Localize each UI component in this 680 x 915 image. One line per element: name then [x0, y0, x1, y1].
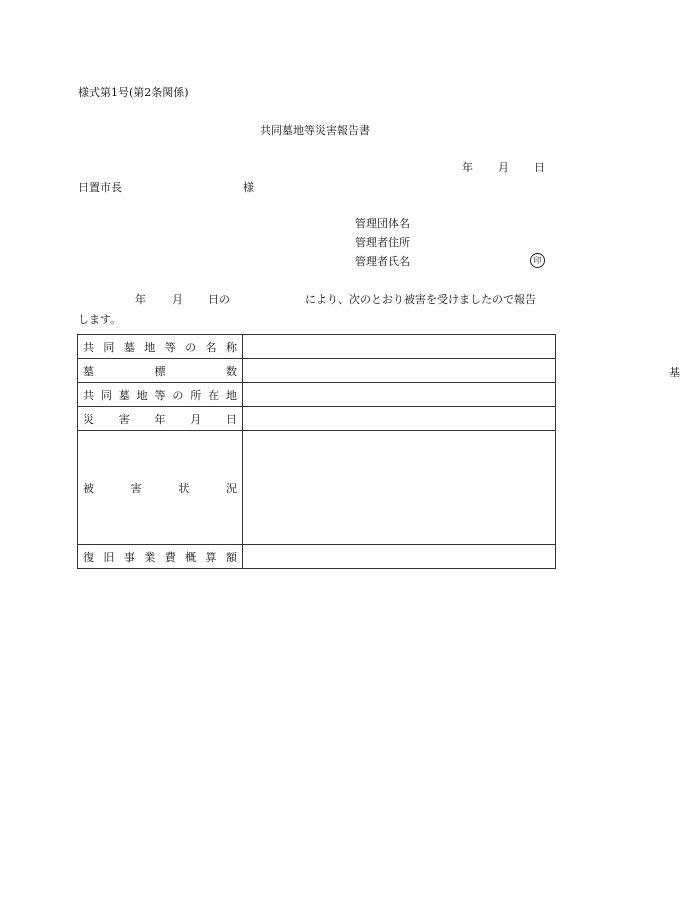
table-row: [78, 431, 556, 545]
body-year-label: 年: [135, 293, 146, 306]
row-label-location: [78, 383, 243, 407]
addressee-honorific: 様: [243, 181, 254, 194]
label-char: 況: [225, 481, 237, 495]
manager-name-label: 管理者氏名: [355, 255, 410, 268]
cemetery-name-field[interactable]: [243, 335, 556, 359]
table-row: [78, 383, 556, 407]
label-char: 復: [83, 550, 94, 564]
grave-count-field[interactable]: [243, 359, 680, 383]
table-row: [78, 359, 556, 383]
row-label-grave-count: [78, 359, 243, 383]
label-char: 算: [205, 550, 217, 564]
document-title: 共同墓地等災害報告書: [260, 124, 370, 137]
label-char: 日: [226, 412, 237, 426]
label-char: の: [185, 340, 197, 354]
label-text: [78, 480, 242, 496]
report-table: [77, 334, 680, 569]
label-char: 墓: [123, 340, 135, 354]
label-char: 標: [154, 364, 166, 378]
body-month-label: 月: [172, 293, 183, 306]
label-char: 墓: [118, 388, 130, 402]
damage-status-field[interactable]: [243, 431, 556, 545]
label-char: 等: [154, 388, 166, 402]
label-char: 名: [205, 340, 217, 354]
body-text-clause: により、次のとおり被害を受けましたので報告: [305, 293, 536, 306]
restoration-cost-field[interactable]: [243, 545, 556, 569]
table-row: [78, 545, 556, 569]
label-char: 被: [83, 481, 94, 495]
row-label-cemetery-name: [78, 335, 243, 359]
label-char: 数: [226, 364, 237, 378]
label-char: 年: [154, 412, 166, 426]
label-char: 称: [225, 340, 237, 354]
label-char: 地: [136, 388, 148, 402]
body-text-line2: します。: [78, 313, 122, 326]
grave-count-unit: 基: [669, 366, 680, 379]
seal-mark: 印: [530, 253, 545, 268]
label-char: 概: [185, 550, 197, 564]
table-row: [78, 335, 556, 359]
date-day-label: 日: [534, 161, 545, 174]
row-label-disaster-date: [78, 407, 243, 431]
row-label-restoration-cost: [78, 545, 243, 569]
label-char: 同: [103, 340, 115, 354]
label-char: 害: [130, 481, 142, 495]
label-char: 事: [123, 550, 135, 564]
label-char: 等: [164, 340, 176, 354]
label-char: 業: [144, 550, 156, 564]
label-text: [78, 339, 242, 355]
label-char: 共: [83, 388, 94, 402]
addressee-name: 日置市長: [78, 181, 122, 194]
label-text: [78, 387, 242, 403]
label-char: 費: [164, 550, 176, 564]
label-char: の: [172, 388, 184, 402]
table-row: [78, 407, 556, 431]
disaster-date-field[interactable]: [243, 407, 556, 431]
body-day-of-label: 日の: [208, 293, 230, 306]
organization-name-label: 管理団体名: [355, 217, 410, 230]
label-char: 地: [144, 340, 156, 354]
label-char: 旧: [103, 550, 115, 564]
label-char: 害: [118, 412, 130, 426]
label-char: 月: [190, 412, 202, 426]
label-char: 在: [208, 388, 220, 402]
label-char: 地: [226, 388, 237, 402]
form-number: 様式第1号(第2条関係): [78, 86, 189, 99]
label-char: 状: [178, 481, 190, 495]
location-field[interactable]: [243, 383, 556, 407]
label-char: 墓: [83, 364, 94, 378]
label-char: 同: [100, 388, 112, 402]
label-char: 共: [83, 340, 94, 354]
date-month-label: 月: [498, 161, 509, 174]
label-text: [78, 363, 242, 379]
label-char: 災: [83, 412, 94, 426]
label-text: [78, 411, 242, 427]
label-text: [78, 549, 242, 565]
label-char: 額: [225, 550, 237, 564]
label-char: 所: [190, 388, 202, 402]
date-year-label: 年: [462, 161, 473, 174]
manager-address-label: 管理者住所: [355, 236, 410, 249]
row-label-damage-status: [78, 431, 243, 545]
